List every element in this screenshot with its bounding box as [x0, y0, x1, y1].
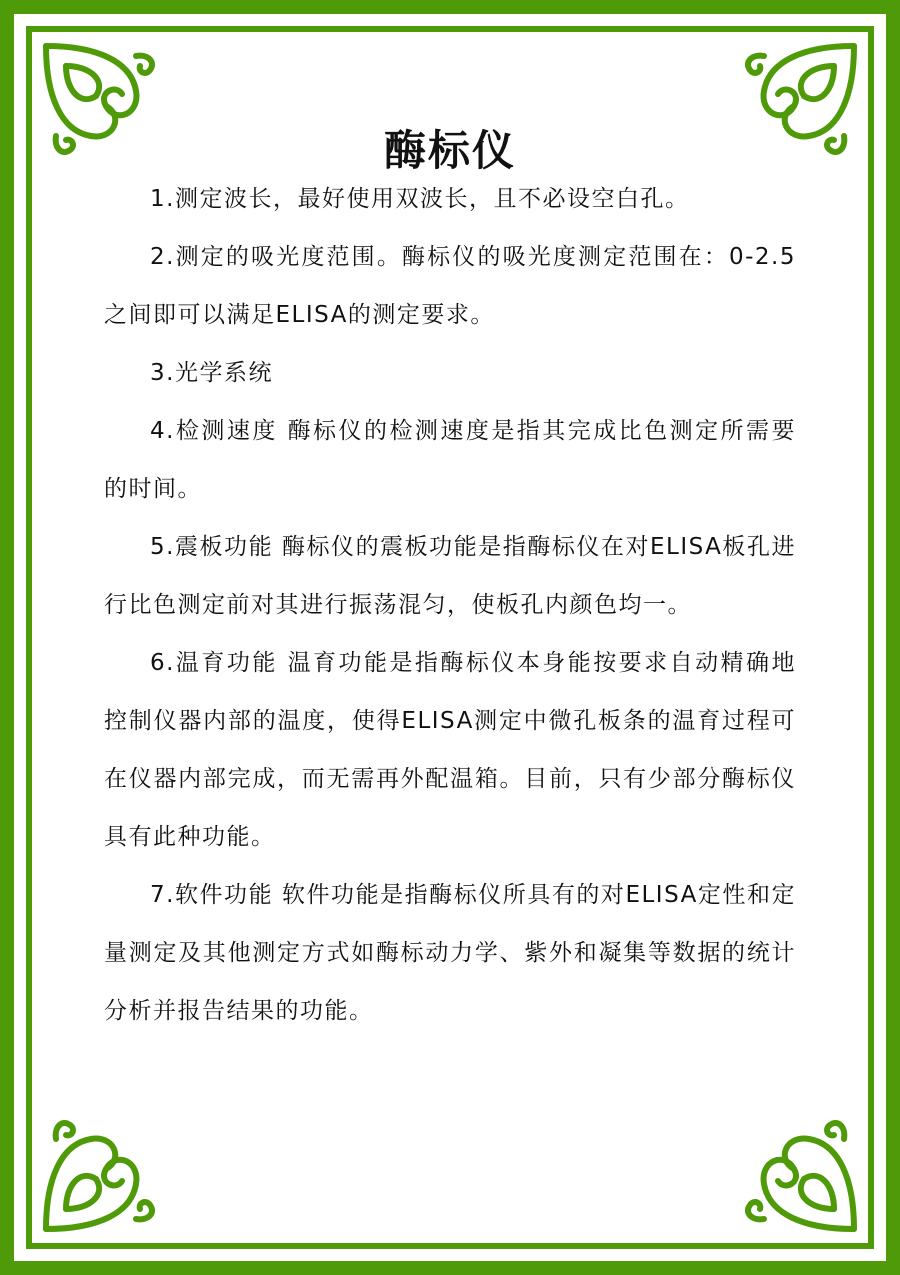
paragraph-5: 5.震板功能 酶标仪的震板功能是指酶标仪在对ELISA板孔进行比色测定前对其进行振荡混匀，使板孔内颜色均一。	[104, 534, 796, 618]
paragraph-6: 6.温育功能 温育功能是指酶标仪本身能按要求自动精确地控制仪器内部的温度，使得ELISA测定中微孔板条的温育过程可在仪器内部完成，而无需再外配温箱。目前，只有少部分酶标仪具有此种功能。	[104, 650, 796, 850]
floral-scroll-icon	[734, 1109, 864, 1239]
paragraph-7: 7.软件功能 软件功能是指酶标仪所具有的对ELISA定性和定量测定及其他测定方式如酶标动力学、紫外和凝集等数据的统计分析并报告结果的功能。	[104, 882, 796, 1024]
floral-scroll-icon	[36, 1109, 166, 1239]
paragraph-3: 3.光学系统	[150, 360, 273, 386]
page-title: 酶标仪	[383, 126, 516, 176]
paragraph-1: 1.测定波长，最好使用双波长，且不必设空白孔。	[150, 186, 690, 212]
paragraph-2: 2.测定的吸光度范围。酶标仪的吸光度测定范围在：0-2.5之间即可以满足ELISA的测定要求。	[104, 244, 796, 328]
paragraph-4: 4.检测速度 酶标仪的检测速度是指其完成比色测定所需要的时间。	[104, 418, 796, 502]
body-text	[104, 170, 796, 1040]
